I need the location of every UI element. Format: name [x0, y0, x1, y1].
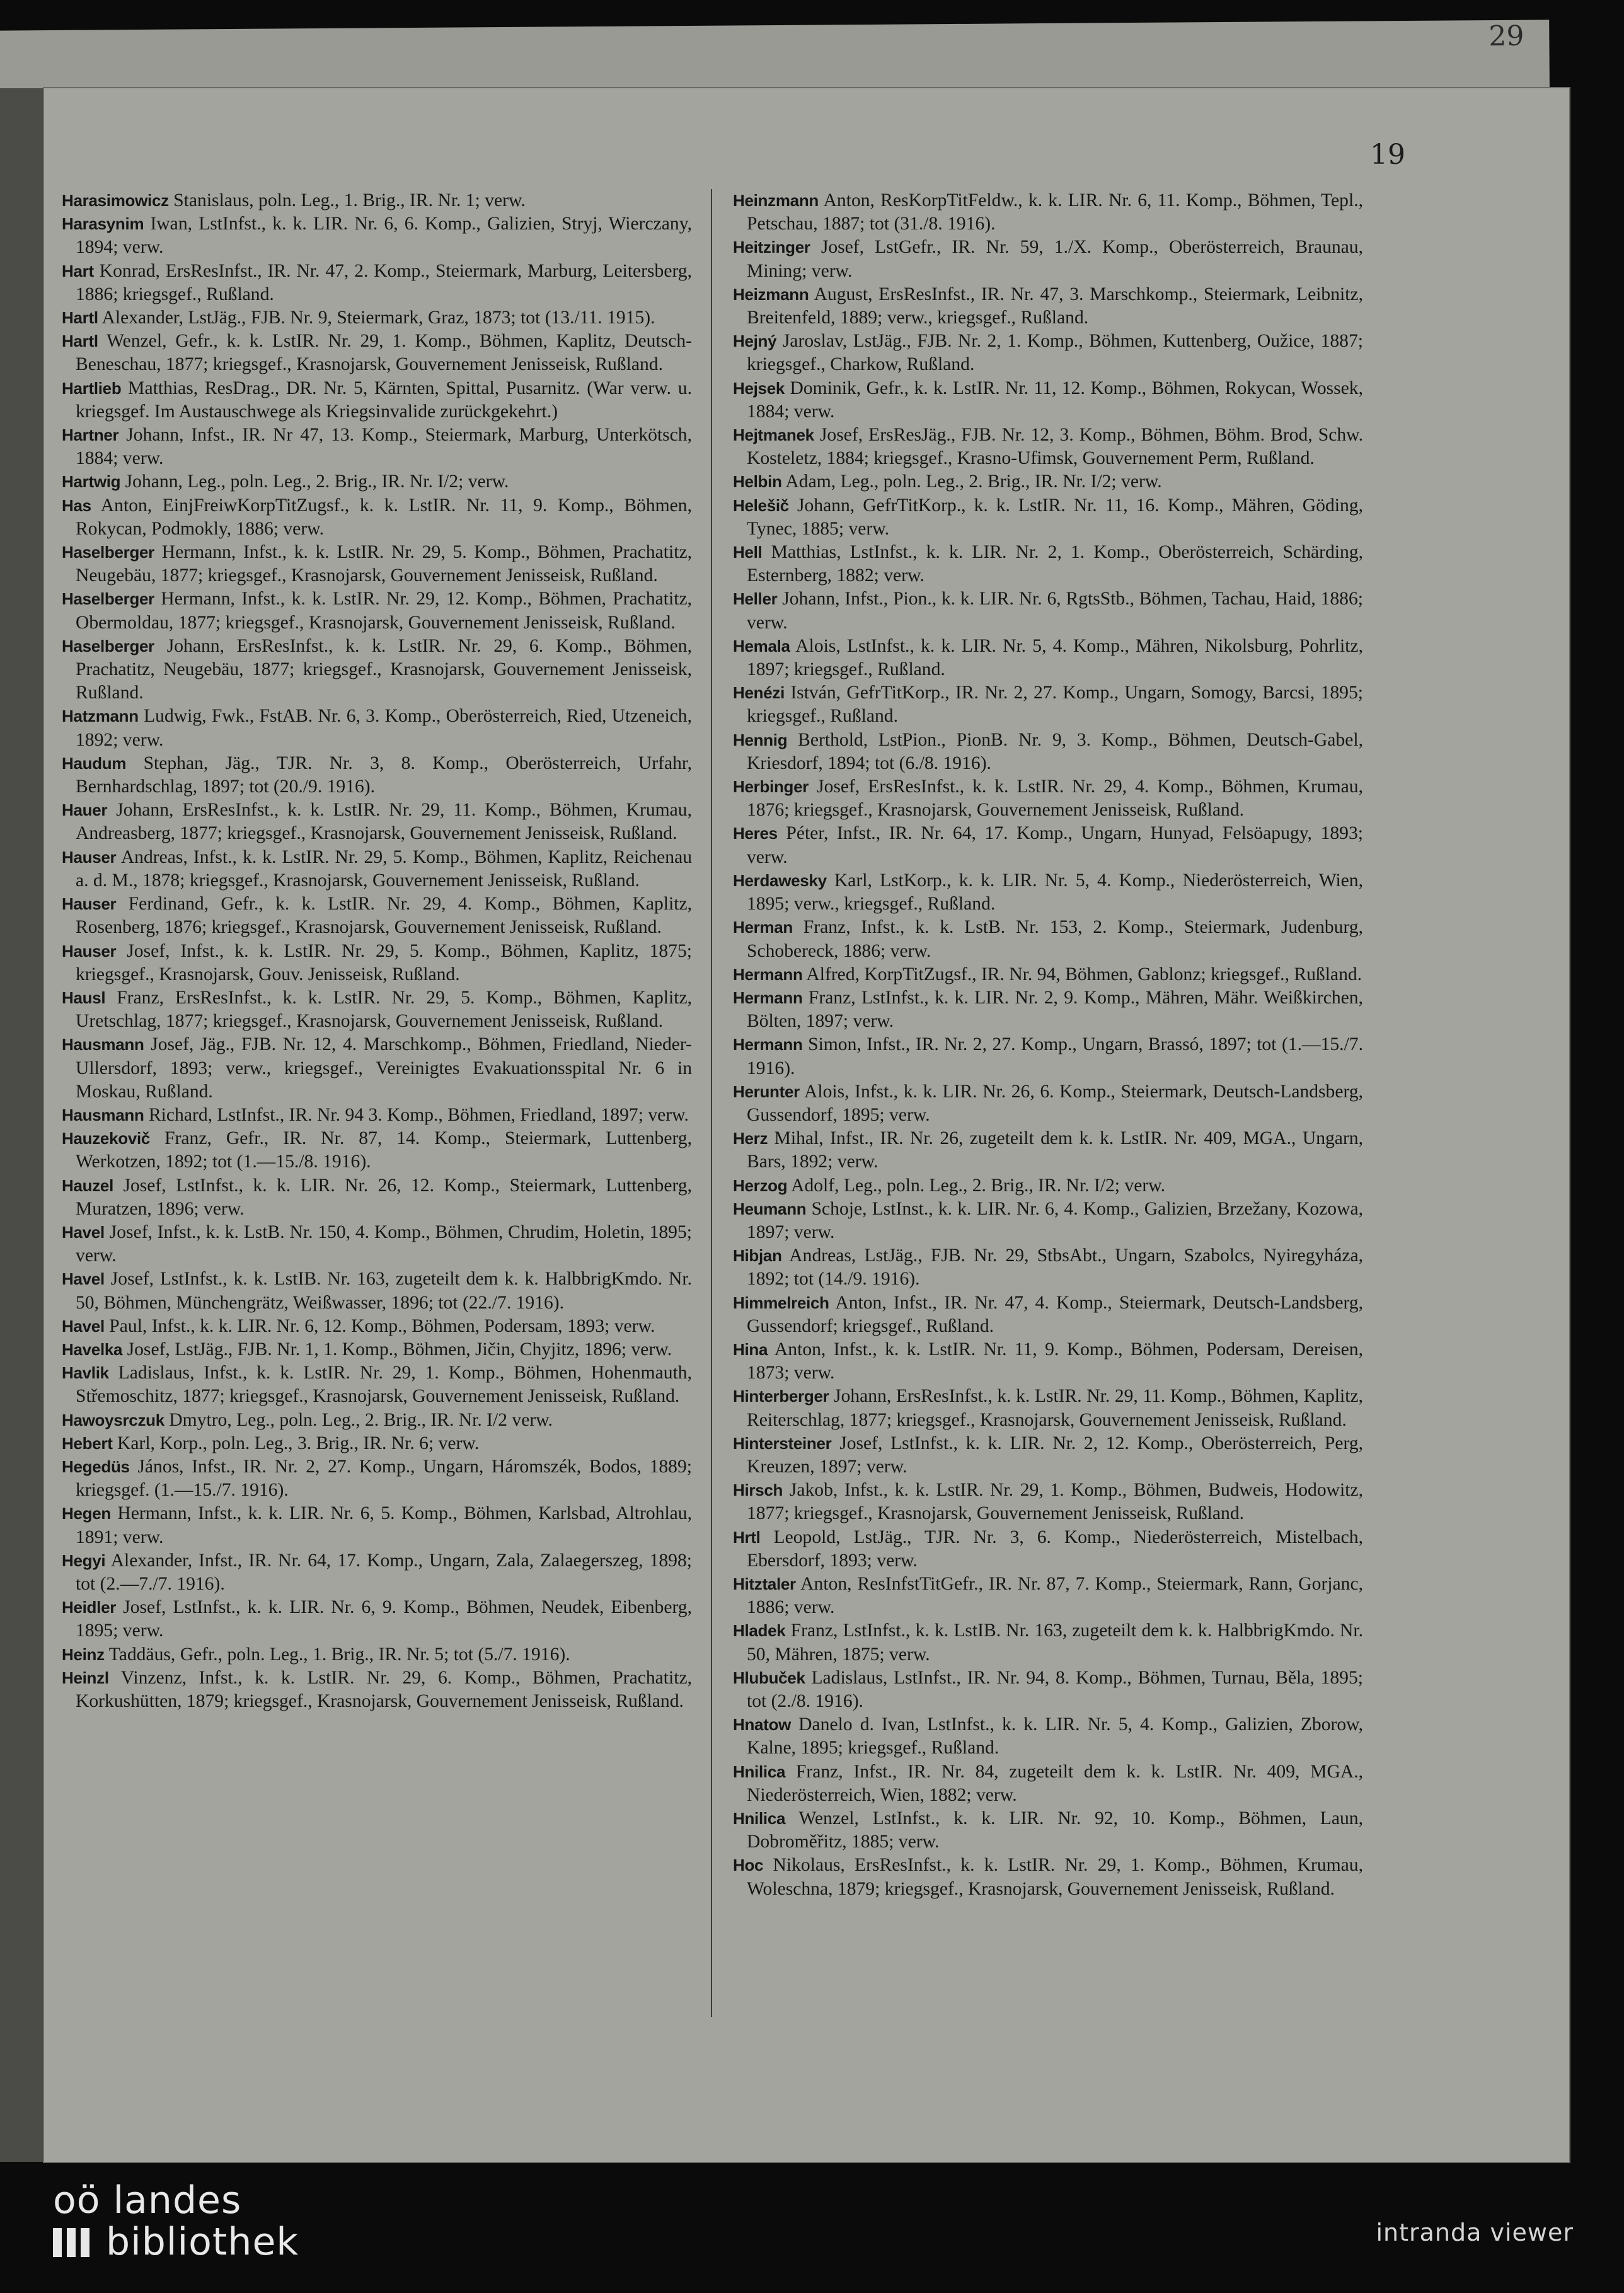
register-entry: [733, 1807, 1363, 1854]
register-entry: [733, 1854, 1363, 1900]
register-entry: [62, 494, 692, 541]
register-entry: [62, 1502, 692, 1549]
entry-details: Péter, Infst., IR. Nr. 64, 17. Komp., Ungarn, Hunyad, Felsöapugy, 1893; verw.: [747, 823, 1363, 867]
entry-details: Dominik, Gefr., k. k. LstIR. Nr. 11, 12. Komp., Böhmen, Rokycan, Wossek, 1884; verw.: [747, 378, 1363, 422]
register-entry: [62, 1104, 692, 1127]
register-entry: [733, 1198, 1363, 1244]
entry-surname: Hauser: [62, 894, 117, 914]
entry-details: Josef, Infst., k. k. LstB. Nr. 150, 4. Komp., Böhmen, Chrudim, Holetin, 1895; verw.: [76, 1222, 692, 1266]
entry-details: Stephan, Jäg., TJR. Nr. 3, 8. Komp., Oberösterreich, Urfahr, Bernhardschlag, 1897; tot (20./9. 1916).: [76, 753, 693, 797]
entry-surname: Hegen: [62, 1504, 111, 1523]
register-entry: [733, 1666, 1363, 1713]
register-entry: [62, 705, 692, 751]
entry-details: Ferdinand, Gefr., k. k. LstIR. Nr. 29, 4. Komp., Böhmen, Kaplitz, Rosenberg, 1876; kriegsgef., Krasnojarsk, Gouvernement Jenisseisk, Rußland.: [76, 894, 692, 938]
entry-surname: Herbinger: [733, 777, 809, 797]
register-entry: [62, 470, 692, 494]
register-entry: [62, 752, 692, 799]
entry-surname: Hlubuček: [733, 1668, 805, 1687]
entry-details: Josef, LstJäg., FJB. Nr. 1, 1. Komp., Böhmen, Jičin, Chyjitz, 1896; verw.: [127, 1339, 672, 1360]
entry-details: Franz, Gefr., IR. Nr. 87, 14. Komp., Steiermark, Luttenberg, Werkotzen, 1892; tot (1.—15./8. 1916).: [76, 1128, 692, 1172]
entry-details: Matthias, LstInfst., k. k. LIR. Nr. 2, 1. Komp., Oberösterreich, Schärding, Esternberg, 1882; verw.: [747, 542, 1363, 586]
entry-surname: Hejsek: [733, 378, 785, 398]
entry-surname: Hell: [733, 543, 763, 562]
register-entry: [62, 1549, 692, 1596]
entry-surname: Heres: [733, 824, 778, 843]
entry-surname: Hrtl: [733, 1527, 761, 1547]
entry-surname: Hebert: [62, 1433, 113, 1453]
register-entry: [62, 212, 692, 259]
entry-surname: Hirsch: [733, 1481, 783, 1500]
register-entry: [733, 1760, 1363, 1807]
entry-details: Anton, ResInfstTitGefr., IR. Nr. 87, 7. Komp., Steiermark, Rann, Gorjanc, 1886; verw.: [747, 1573, 1363, 1618]
entry-details: Johann, ErsResInfst., k. k. LstIR. Nr. 29, 11. Komp., Böhmen, Krumau, Andreasberg, 1877; kriegsgef., Krasnojarsk, Gouvernement Jenisseisk, Rußland.: [76, 800, 692, 844]
register-entry: [733, 1080, 1363, 1127]
entry-details: Alexander, LstJäg., FJB. Nr. 9, Steiermark, Graz, 1873; tot (13./11. 1915).: [101, 308, 655, 328]
entry-surname: Hinterberger: [733, 1387, 829, 1406]
entry-surname: Herz: [733, 1129, 768, 1148]
entry-details: Josef, LstInfst., k. k. LstIB. Nr. 163, zugeteilt dem k. k. HalbbrigKmdo. Nr. 50, Böhmen, Münchengrätz, Weißwasser, 1896; tot (22./7. 1916).: [76, 1269, 692, 1313]
register-entry: [62, 1268, 692, 1314]
register-entry: [733, 236, 1363, 282]
register-entry: [62, 189, 692, 212]
entry-details: Karl, Korp., poln. Leg., 3. Brig., IR. Nr. 6; verw.: [117, 1433, 480, 1453]
entry-surname: Hermann: [733, 964, 803, 984]
entry-details: Johann, Leg., poln. Leg., 2. Brig., IR. Nr. I/2; verw.: [125, 471, 509, 492]
entry-surname: Havlik: [62, 1363, 109, 1383]
entry-surname: Hegyi: [62, 1551, 106, 1570]
register-entry: [62, 1409, 692, 1432]
entry-surname: Hladek: [733, 1621, 786, 1641]
entry-surname: Hartner: [62, 425, 119, 445]
entry-details: Jaroslav, LstJäg., FJB. Nr. 2, 1. Komp., Böhmen, Kuttenberg, Oužice, 1887; kriegsgef., Charkow, Rußland.: [747, 331, 1363, 375]
register-entry: [733, 1573, 1363, 1619]
register-entry: [733, 587, 1363, 634]
entry-details: Josef, ErsResJäg., FJB. Nr. 12, 3. Komp., Böhmen, Böhm. Brod, Schw. Kosteletz, 1884; kriegsgef., Krasno-Ufimsk, Gouvernement Perm, Rußland.: [747, 425, 1363, 469]
entry-details: Simon, Infst., IR. Nr. 2, 27. Komp., Ungarn, Brassó, 1897; tot (1.—15./7. 1916).: [747, 1034, 1363, 1078]
entry-details: Alois, LstInfst., k. k. LIR. Nr. 5, 4. Komp., Mähren, Nikolsburg, Pohrlitz, 1897; kriegsgef., Rußland.: [747, 635, 1363, 680]
entry-surname: Hnilica: [733, 1809, 786, 1828]
entry-details: Leopold, LstJäg., TJR. Nr. 3, 6. Komp., Niederösterreich, Mistelbach, Ebersdorf, 1893; verw.: [747, 1527, 1363, 1571]
entry-details: Ludwig, Fwk., FstAB. Nr. 6, 3. Komp., Oberösterreich, Ried, Utzeneich, 1892; verw.: [76, 706, 692, 750]
entry-surname: Hausmann: [62, 1035, 144, 1054]
register-entry: [62, 635, 692, 705]
entry-details: Konrad, ErsResInfst., IR. Nr. 47, 2. Komp., Steiermark, Marburg, Leitersberg, 1886; kriegsgef., Rußland.: [76, 260, 693, 304]
entry-details: Mihal, Infst., IR. Nr. 26, zugeteilt dem k. k. LstIR. Nr. 409, MGA., Ungarn, Bars, 1892; verw.: [747, 1128, 1363, 1172]
entry-details: Adam, Leg., poln. Leg., 2. Brig., IR. Nr. I/2; verw.: [785, 471, 1162, 492]
register-entry: [733, 869, 1363, 916]
entry-details: Josef, ErsResInfst., k. k. LstIR. Nr. 29, 4. Komp., Böhmen, Krumau, 1876; kriegsgef., Krasnojarsk, Gouvernement Jenisseisk, Rußland.: [747, 777, 1363, 821]
register-entry: [733, 424, 1363, 470]
entry-surname: Hibjan: [733, 1246, 782, 1266]
entry-surname: Hauser: [62, 941, 117, 961]
entry-surname: Heidler: [62, 1598, 117, 1617]
entry-surname: Heizmann: [733, 284, 809, 304]
entry-surname: Harasimowicz: [62, 191, 169, 210]
entry-surname: Hermann: [733, 1035, 803, 1054]
entry-surname: Hartwig: [62, 472, 121, 492]
entry-surname: Hartl: [62, 332, 98, 351]
entry-surname: Hauser: [62, 847, 117, 867]
register-entry: [733, 1479, 1363, 1525]
entry-details: Franz, LstInfst., k. k. LstIB. Nr. 163, zugeteilt dem k. k. HalbbrigKmdo. Nr. 50, Mähren, 1875; verw.: [747, 1620, 1363, 1665]
entry-details: Hermann, Infst., k. k. LIR. Nr. 6, 5. Komp., Böhmen, Karlsbad, Altrohlau, 1891; verw.: [76, 1503, 692, 1547]
entry-details: Wenzel, Gefr., k. k. LstIR. Nr. 29, 1. Komp., Böhmen, Kaplitz, Deutsch-Beneschau, 1877; kriegsgef., Krasnojarsk, Gouvernement Jenisseisk, Rußland.: [76, 331, 692, 375]
entry-surname: Hawoysrczuk: [62, 1410, 164, 1430]
column-divider: [711, 189, 712, 2017]
register-entry: [733, 377, 1363, 424]
entry-surname: Herzog: [733, 1175, 788, 1195]
entry-details: Johann, Infst., IR. Nr 47, 13. Komp., Steiermark, Marburg, Unterkötsch, 1884; verw.: [76, 425, 692, 469]
entry-details: Paul, Infst., k. k. LIR. Nr. 6, 12. Komp., Böhmen, Podersam, 1893; verw.: [109, 1315, 655, 1336]
register-entry: [733, 470, 1363, 494]
register-entry: [62, 377, 692, 424]
register-entry: [62, 1643, 692, 1666]
entry-details: Josef, LstGefr., IR. Nr. 59, 1./X. Komp., Oberösterreich, Braunau, Mining; verw.: [747, 237, 1363, 281]
entry-surname: Haudum: [62, 753, 127, 773]
entry-surname: Hauzekovič: [62, 1129, 151, 1148]
logo-line-1: oö landes: [53, 2178, 242, 2222]
entry-details: Danelo d. Ivan, LstInfst., k. k. LIR. Nr. 5, 4. Komp., Galizien, Zborow, Kalne, 1895; kriegsgef., Rußland.: [747, 1714, 1363, 1759]
register-entry: [62, 1338, 692, 1361]
entry-surname: Havel: [62, 1316, 105, 1336]
register-entry: [62, 260, 692, 306]
viewer-brand[interactable]: intranda viewer: [1376, 2219, 1574, 2246]
entry-surname: Havel: [62, 1222, 105, 1242]
entry-surname: Hart: [62, 261, 94, 280]
entry-surname: Hnilica: [733, 1762, 786, 1781]
entry-surname: Herdawesky: [733, 870, 827, 890]
register-entry: [733, 1244, 1363, 1291]
entry-details: Josef, LstInfst., k. k. LIR. Nr. 2, 12. Komp., Oberösterreich, Perg, Kreuzen, 1897; verw.: [747, 1433, 1363, 1477]
register-entry: [62, 587, 692, 634]
register-entry: [733, 1127, 1363, 1174]
entry-details: Franz, ErsResInfst., k. k. LstIR. Nr. 29, 5. Komp., Böhmen, Kaplitz, Uretschlag, 1877; kriegsgef., Krasnojarsk, Gouvernement Jenisseisk, Rußland.: [76, 987, 692, 1032]
entry-details: Nikolaus, ErsResInfst., k. k. LstIR. Nr. 29, 1. Komp., Böhmen, Krumau, Woleschna, 1879; kriegsgef., Krasnojarsk, Gouvernement Jenisseisk, Rußland.: [747, 1855, 1363, 1899]
register-entry: [62, 846, 692, 892]
entry-surname: Hartlieb: [62, 378, 122, 398]
entry-surname: Helešič: [733, 495, 789, 515]
entry-details: Alexander, Infst., IR. Nr. 64, 17. Komp., Ungarn, Zala, Zalaegerszeg, 1898; tot (2.—7./7. 1916).: [76, 1550, 692, 1594]
entry-details: Alois, Infst., k. k. LIR. Nr. 26, 6. Komp., Steiermark, Deutsch-Landsberg, Gussendorf, 1895; verw.: [747, 1081, 1364, 1125]
entry-surname: Hermann: [733, 988, 803, 1007]
entry-surname: Hejný: [733, 332, 777, 351]
logo-bars-icon: [53, 2224, 102, 2253]
entry-surname: Hausl: [62, 988, 106, 1007]
register-entry: [733, 494, 1363, 541]
register-entry: [62, 986, 692, 1033]
register-entry: [733, 729, 1363, 775]
register-entry: [733, 916, 1363, 962]
register-entry: [62, 424, 692, 470]
entry-surname: Havelka: [62, 1339, 123, 1359]
entry-surname: Hauer: [62, 800, 108, 820]
register-entry: [733, 1713, 1363, 1760]
entry-details: Berthold, LstPion., PionB. Nr. 9, 3. Komp., Böhmen, Deutsch-Gabel, Kriesdorf, 1894; tot (6./8. 1916).: [747, 729, 1363, 773]
entry-surname: Hegedüs: [62, 1457, 130, 1476]
register-entry: [62, 892, 692, 939]
entry-details: Iwan, LstInfst., k. k. LIR. Nr. 6, 6. Komp., Galizien, Stryj, Wierczany, 1894; verw.: [76, 214, 692, 258]
entry-details: Johann, ErsResInfst., k. k. LstIR. Nr. 29, 11. Komp., Böhmen, Kaplitz, Reiterschlag, 1877; kriegsgef., Krasnojarsk, Gouvernement Jenisseisk, Rußland.: [747, 1386, 1363, 1430]
entry-surname: Has: [62, 495, 91, 515]
entry-details: Ladislaus, LstInfst., IR. Nr. 94, 8. Komp., Böhmen, Turnau, Běla, 1895; tot (2./8. 1916).: [747, 1667, 1363, 1711]
entry-surname: Hatzmann: [62, 707, 139, 726]
underlying-page-number: 29: [1489, 20, 1524, 53]
entry-details: Franz, Infst., IR. Nr. 84, zugeteilt dem k. k. LstIR. Nr. 409, MGA., Niederösterreich, Wien, 1882; verw.: [747, 1761, 1363, 1805]
entry-details: Taddäus, Gefr., poln. Leg., 1. Brig., IR. Nr. 5; tot (5./7. 1916).: [108, 1644, 570, 1665]
register-entry: [62, 1455, 692, 1502]
entry-details: Johann, GefrTitKorp., k. k. LstIR. Nr. 11, 16. Komp., Mähren, Göding, Tynec, 1885; verw.: [747, 495, 1363, 539]
entry-details: Schoje, LstInst., k. k. LIR. Nr. 6, 4. Komp., Galizien, Brzežany, Kozowa, 1897; verw.: [747, 1198, 1363, 1242]
entry-details: August, ErsResInfst., IR. Nr. 47, 3. Marschkomp., Steiermark, Leibnitz, Breitenfeld, 1889; verw., kriegsgef., Rußland.: [747, 284, 1363, 328]
entry-details: Ladislaus, Infst., k. k. LstIR. Nr. 29, 1. Komp., Böhmen, Hohenmauth, Střemoschitz, 1877; kriegsgef., Krasnojarsk, Gouvernement Jenisseisk, Rußland.: [76, 1363, 692, 1407]
register-entry: [62, 1361, 692, 1408]
entry-details: Josef, LstInfst., k. k. LIR. Nr. 6, 9. Komp., Böhmen, Neudek, Eibenberg, 1895; verw.: [76, 1597, 692, 1641]
entry-details: Josef, LstInfst., k. k. LIR. Nr. 26, 12. Komp., Steiermark, Luttenberg, Muratzen, 1896; verw.: [76, 1175, 692, 1219]
register-entry: [62, 541, 692, 587]
register-entry: [62, 1596, 692, 1643]
register-entry: [62, 1033, 692, 1104]
register-entry: [733, 189, 1363, 236]
register-entry: [733, 963, 1363, 986]
entry-surname: Heinzmann: [733, 191, 819, 210]
entry-surname: Hina: [733, 1339, 768, 1359]
entry-details: Anton, EinjFreiwKorpTitZugsf., k. k. LstIR. Nr. 11, 9. Komp., Böhmen, Rokycan, Podmokly, 1886; verw.: [76, 495, 693, 539]
entry-details: Josef, Infst., k. k. LstIR. Nr. 29, 5. Komp., Böhmen, Kaplitz, 1875; kriegsgef., Krasnojarsk, Gouv. Jenisseisk, Rußland.: [76, 940, 692, 985]
entry-surname: Himmelreich: [733, 1293, 829, 1312]
entry-surname: Henézi: [733, 683, 785, 703]
entry-details: István, GefrTitKorp., IR. Nr. 2, 27. Komp., Ungarn, Somogy, Barcsi, 1895; kriegsgef., Rußland.: [747, 683, 1363, 727]
register-entry: [62, 1666, 692, 1713]
register-entry: [733, 1338, 1363, 1385]
register-entry: [62, 1315, 692, 1338]
page-number: 19: [1370, 139, 1405, 171]
entry-details: Wenzel, LstInfst., k. k. LIR. Nr. 92, 10. Komp., Böhmen, Laun, Dobroměřitz, 1885; verw.: [747, 1808, 1363, 1852]
entry-details: Johann, ErsResInfst., k. k. LstIR. Nr. 29, 6. Komp., Böhmen, Prachatitz, Neugebäu, 1877; kriegsgef., Krasnojarsk, Gouvernement Jenisseisk, Rußland.: [76, 635, 692, 703]
register-entry: [733, 1033, 1363, 1080]
register-entry: [62, 1174, 692, 1221]
entry-details: János, Infst., IR. Nr. 2, 27. Komp., Ungarn, Háromszék, Bodos, 1889; kriegsgef. (1.—15./7. 1916).: [76, 1456, 692, 1501]
register-entry: [733, 283, 1363, 330]
entry-details: Johann, Infst., Pion., k. k. LIR. Nr. 6, RgtsStb., Böhmen, Tachau, Haid, 1886; verw.: [747, 589, 1363, 633]
register-entry: [733, 681, 1363, 728]
register-entry: [733, 775, 1363, 822]
entry-details: Dmytro, Leg., poln. Leg., 2. Brig., IR. Nr. I/2 verw.: [169, 1409, 553, 1430]
scanned-page[interactable]: [44, 88, 1569, 2162]
entry-details: Hermann, Infst., k. k. LstIR. Nr. 29, 5. Komp., Böhmen, Prachatitz, Neugebäu, 1877; kriegsgef., Krasnojarsk, Gouvernement Jenisseisk, Rußland.: [76, 542, 692, 586]
register-entry: [733, 1526, 1363, 1573]
entry-details: Stanislaus, poln. Leg., 1. Brig., IR. Nr. 1; verw.: [173, 190, 526, 211]
entry-surname: Hartl: [62, 308, 98, 328]
entry-surname: Heinz: [62, 1644, 105, 1664]
entry-details: Vinzenz, Infst., k. k. LstIR. Nr. 29, 6. Komp., Böhmen, Prachatitz, Korkushütten, 1879; kriegsgef., Krasnojarsk, Gouvernement Jenisseisk, Rußland.: [76, 1667, 692, 1711]
right-column: [733, 189, 1363, 1901]
entry-details: Karl, LstKorp., k. k. LIR. Nr. 5, 4. Komp., Niederösterreich, Wien, 1895; verw., kriegsgef., Rußland.: [747, 870, 1363, 915]
entry-details: Franz, LstInfst., k. k. LIR. Nr. 2, 9. Komp., Mähren, Mähr. Weißkirchen, Bölten, 1897; verw.: [747, 987, 1363, 1032]
entry-details: Franz, Infst., k. k. LstB. Nr. 153, 2. Komp., Steiermark, Judenburg, Schobereck, 1886; verw.: [747, 917, 1363, 961]
register-entry: [733, 1619, 1363, 1666]
register-entry: [62, 799, 692, 845]
entry-details: Anton, Infst., k. k. LstIR. Nr. 11, 9. Komp., Böhmen, Podersam, Dereisen, 1873; verw.: [747, 1339, 1364, 1383]
entry-details: Anton, Infst., IR. Nr. 47, 4. Komp., Steiermark, Deutsch-Landsberg, Gussendorf; kriegsgef., Rußland.: [747, 1292, 1364, 1336]
register-entry: [733, 635, 1363, 681]
register-entry: [62, 1432, 692, 1455]
entry-surname: Hausmann: [62, 1105, 144, 1124]
register-entry: [62, 940, 692, 986]
entry-surname: Hitztaler: [733, 1574, 796, 1593]
register-entry: [62, 1221, 692, 1268]
entry-surname: Hejtmanek: [733, 425, 814, 445]
entry-surname: Heitzinger: [733, 238, 810, 257]
entry-details: Andreas, LstJäg., FJB. Nr. 29, StbsAbt., Ungarn, Szabolcs, Nyiregyháza, 1892; tot (14./9. 1916).: [747, 1245, 1363, 1290]
entry-details: Richard, LstInfst., IR. Nr. 94 3. Komp., Böhmen, Friedland, 1897; verw.: [148, 1104, 689, 1125]
register-entry: [733, 330, 1363, 376]
entry-surname: Hauzel: [62, 1175, 114, 1195]
register-entry: [733, 1174, 1363, 1198]
entry-surname: Herman: [733, 918, 793, 937]
entry-surname: Harasynim: [62, 214, 144, 234]
entry-surname: Heinzl: [62, 1668, 109, 1687]
entry-surname: Herunter: [733, 1082, 800, 1101]
entry-details: Anton, ResKorpTitFeldw., k. k. LIR. Nr. 6, 11. Komp., Böhmen, Tepl., Petschau, 1887; tot (31./8. 1916).: [747, 190, 1363, 234]
entry-details: Adolf, Leg., poln. Leg., 2. Brig., IR. Nr. I/2; verw.: [791, 1175, 1166, 1196]
entry-surname: Hemala: [733, 636, 790, 656]
entry-details: Andreas, Infst., k. k. LstIR. Nr. 29, 5. Komp., Böhmen, Kaplitz, Reichenau a. d. M., 1878; kriegsgef., Krasnojarsk, Gouvernement Jenisseisk, Rußland.: [76, 846, 692, 891]
entry-surname: Havel: [62, 1269, 105, 1289]
entry-surname: Haselberger: [62, 636, 154, 656]
entry-surname: Heller: [733, 589, 778, 609]
register-entry: [733, 1291, 1363, 1338]
entry-surname: Hnatow: [733, 1715, 792, 1735]
entry-surname: Helbin: [733, 472, 782, 492]
entry-surname: Haselberger: [62, 543, 154, 562]
entry-details: Alfred, KorpTitZugsf., IR. Nr. 94, Böhmen, Gablonz; kriegsgef., Rußland.: [806, 964, 1362, 985]
entry-surname: Haselberger: [62, 589, 154, 609]
register-entry: [733, 1385, 1363, 1431]
register-entry: [733, 541, 1363, 587]
entry-surname: Hintersteiner: [733, 1433, 832, 1453]
register-entry: [733, 986, 1363, 1033]
entry-surname: Hennig: [733, 730, 788, 749]
entry-details: Josef, Jäg., FJB. Nr. 12, 4. Marschkomp., Böhmen, Friedland, Nieder-Ullersdorf, 1893; verw., kriegsgef., Vereinigtes Evakuationsspital Nr. 6 in Moskau, Rußland.: [76, 1034, 692, 1102]
library-logo[interactable]: [53, 2180, 299, 2263]
entry-surname: Heumann: [733, 1199, 807, 1218]
register-entry: [733, 1432, 1363, 1479]
register-entry: [62, 306, 692, 330]
logo-line-2: bibliothek: [106, 2220, 299, 2264]
register-entry: [62, 330, 692, 376]
entry-details: Jakob, Infst., k. k. LstIR. Nr. 29, 1. Komp., Böhmen, Budweis, Hodowitz, 1877; kriegsgef., Krasnojarsk, Gouvernement Jenisseisk, Rußland.: [747, 1480, 1364, 1524]
entry-details: Hermann, Infst., k. k. LstIR. Nr. 29, 12. Komp., Böhmen, Prachatitz, Obermoldau, 1877; kriegsgef., Krasnojarsk, Gouvernement Jenisseisk, Rußland.: [76, 589, 692, 633]
entry-surname: Hoc: [733, 1856, 764, 1875]
register-entry: [62, 1127, 692, 1174]
left-column: [62, 189, 692, 1713]
entry-details: Matthias, ResDrag., DR. Nr. 5, Kärnten, Spittal, Pusarnitz. (War verw. u. kriegsgef. Im Austauschwege als Kriegsinvalide zurückgekehrt.): [76, 378, 692, 422]
register-entry: [733, 822, 1363, 869]
